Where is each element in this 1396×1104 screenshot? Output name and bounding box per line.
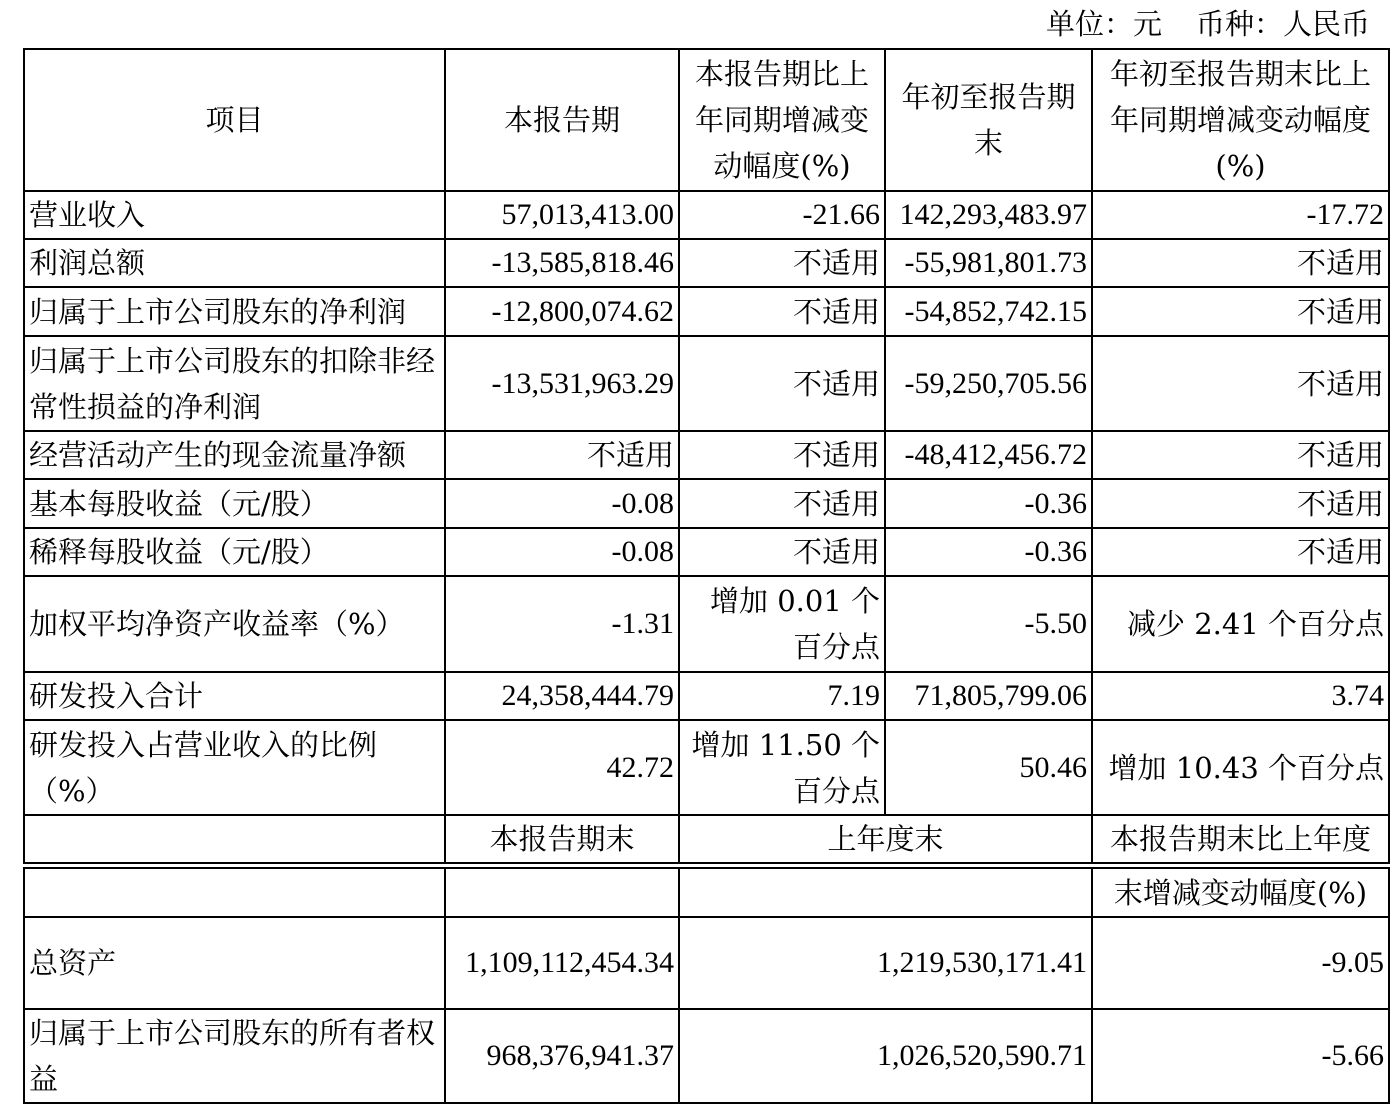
header-change-part1: 本报告期末比上年度 [1092, 815, 1389, 863]
row-current-change: 7.19 [679, 672, 885, 720]
row-item: 稀释每股收益（元/股） [24, 528, 445, 576]
row-item: 利润总额 [24, 239, 445, 287]
row-item: 研发投入占营业收入的比例（%） [24, 720, 445, 815]
row-current: 42.72 [445, 720, 679, 815]
header-item: 项目 [24, 49, 445, 191]
row-current: -0.08 [445, 528, 679, 576]
row-current-change: 不适用 [679, 479, 885, 528]
table-row [24, 287, 1389, 336]
row-ytd-change: 减少 2.41 个百分点 [1092, 576, 1389, 672]
row-item: 营业收入 [24, 191, 445, 239]
row-item: 总资产 [24, 917, 445, 1009]
table-row [24, 479, 1389, 528]
balance-header-empty [24, 815, 445, 863]
currency-label: 币种：人民币 [1195, 7, 1370, 41]
balance-header-row [24, 815, 1389, 863]
row-ytd-change: -17.72 [1092, 191, 1389, 239]
row-current: 24,358,444.79 [445, 672, 679, 720]
table-row [24, 528, 1389, 576]
table-row [24, 720, 1389, 815]
main-financial-table [23, 48, 1390, 864]
header-ytd-change: 年初至报告期末比上年同期增减变动幅度(%) [1092, 49, 1389, 191]
row-item: 加权平均净资产收益率（%） [24, 576, 445, 672]
table-row [24, 336, 1389, 431]
row-ytd: -55,981,801.73 [885, 239, 1092, 287]
empty-cell [24, 868, 445, 917]
row-current-change: 不适用 [679, 336, 885, 431]
unit-label: 单位：元 [1045, 7, 1162, 41]
row-ytd: -0.36 [885, 479, 1092, 528]
row-ytd-change: 不适用 [1092, 431, 1389, 479]
row-ytd-change: 不适用 [1092, 479, 1389, 528]
row-ytd: 50.46 [885, 720, 1092, 815]
row-ytd-change: 不适用 [1092, 528, 1389, 576]
row-ytd: -5.50 [885, 576, 1092, 672]
row-ytd-change: 增加 10.43 个百分点 [1092, 720, 1389, 815]
row-ytd: -0.36 [885, 528, 1092, 576]
table-row [24, 191, 1389, 239]
header-row [24, 49, 1389, 191]
row-change: -5.66 [1092, 1009, 1389, 1103]
row-current: -13,531,963.29 [445, 336, 679, 431]
row-ytd: 142,293,483.97 [885, 191, 1092, 239]
row-current: -0.08 [445, 479, 679, 528]
row-current: -12,800,074.62 [445, 287, 679, 336]
row-current: -1.31 [445, 576, 679, 672]
row-current-change: 增加 11.50 个百分点 [679, 720, 885, 815]
header-last-year-end: 上年度末 [679, 815, 1092, 863]
row-ytd: -54,852,742.15 [885, 287, 1092, 336]
row-last-year-end: 1,026,520,590.71 [679, 1009, 1092, 1103]
row-ytd-change: 不适用 [1092, 336, 1389, 431]
header-current-change: 本报告期比上年同期增减变动幅度(%) [679, 49, 885, 191]
row-current: 不适用 [445, 431, 679, 479]
row-ytd: -48,412,456.72 [885, 431, 1092, 479]
row-item: 基本每股收益（元/股） [24, 479, 445, 528]
table-row [24, 576, 1389, 672]
row-period-end: 968,376,941.37 [445, 1009, 679, 1103]
row-ytd-change: 不适用 [1092, 239, 1389, 287]
table-row [24, 672, 1389, 720]
row-ytd: 71,805,799.06 [885, 672, 1092, 720]
row-period-end: 1,109,112,454.34 [445, 917, 679, 1009]
row-item: 归属于上市公司股东的扣除非经常性损益的净利润 [24, 336, 445, 431]
row-current: -13,585,818.46 [445, 239, 679, 287]
row-current-change: 不适用 [679, 239, 885, 287]
row-item: 经营活动产生的现金流量净额 [24, 431, 445, 479]
row-current-change: -21.66 [679, 191, 885, 239]
empty-cell [445, 868, 679, 917]
row-ytd: -59,250,705.56 [885, 336, 1092, 431]
row-current-change: 不适用 [679, 528, 885, 576]
row-current: 57,013,413.00 [445, 191, 679, 239]
table-row [24, 431, 1389, 479]
row-last-year-end: 1,219,530,171.41 [679, 917, 1092, 1009]
header-change-part2: 末增减变动幅度(%) [1092, 868, 1389, 917]
header-current-period: 本报告期 [445, 49, 679, 191]
row-item: 归属于上市公司股东的净利润 [24, 287, 445, 336]
row-change: -9.05 [1092, 917, 1389, 1009]
row-current-change: 不适用 [679, 287, 885, 336]
row-current-change: 不适用 [679, 431, 885, 479]
table-row [24, 917, 1389, 1009]
empty-cell [679, 868, 1092, 917]
header-period-end: 本报告期末 [445, 815, 679, 863]
row-item: 归属于上市公司股东的所有者权益 [24, 1009, 445, 1103]
row-item: 研发投入合计 [24, 672, 445, 720]
table-row [24, 1009, 1389, 1103]
row-ytd-change: 不适用 [1092, 287, 1389, 336]
header-ytd: 年初至报告期末 [885, 49, 1092, 191]
row-current-change: 增加 0.01 个百分点 [679, 576, 885, 672]
table-row [24, 239, 1389, 287]
balance-header-continuation-row [24, 868, 1389, 917]
unit-currency-line [1046, 4, 1370, 44]
row-ytd-change: 3.74 [1092, 672, 1389, 720]
balance-table [23, 867, 1390, 1104]
